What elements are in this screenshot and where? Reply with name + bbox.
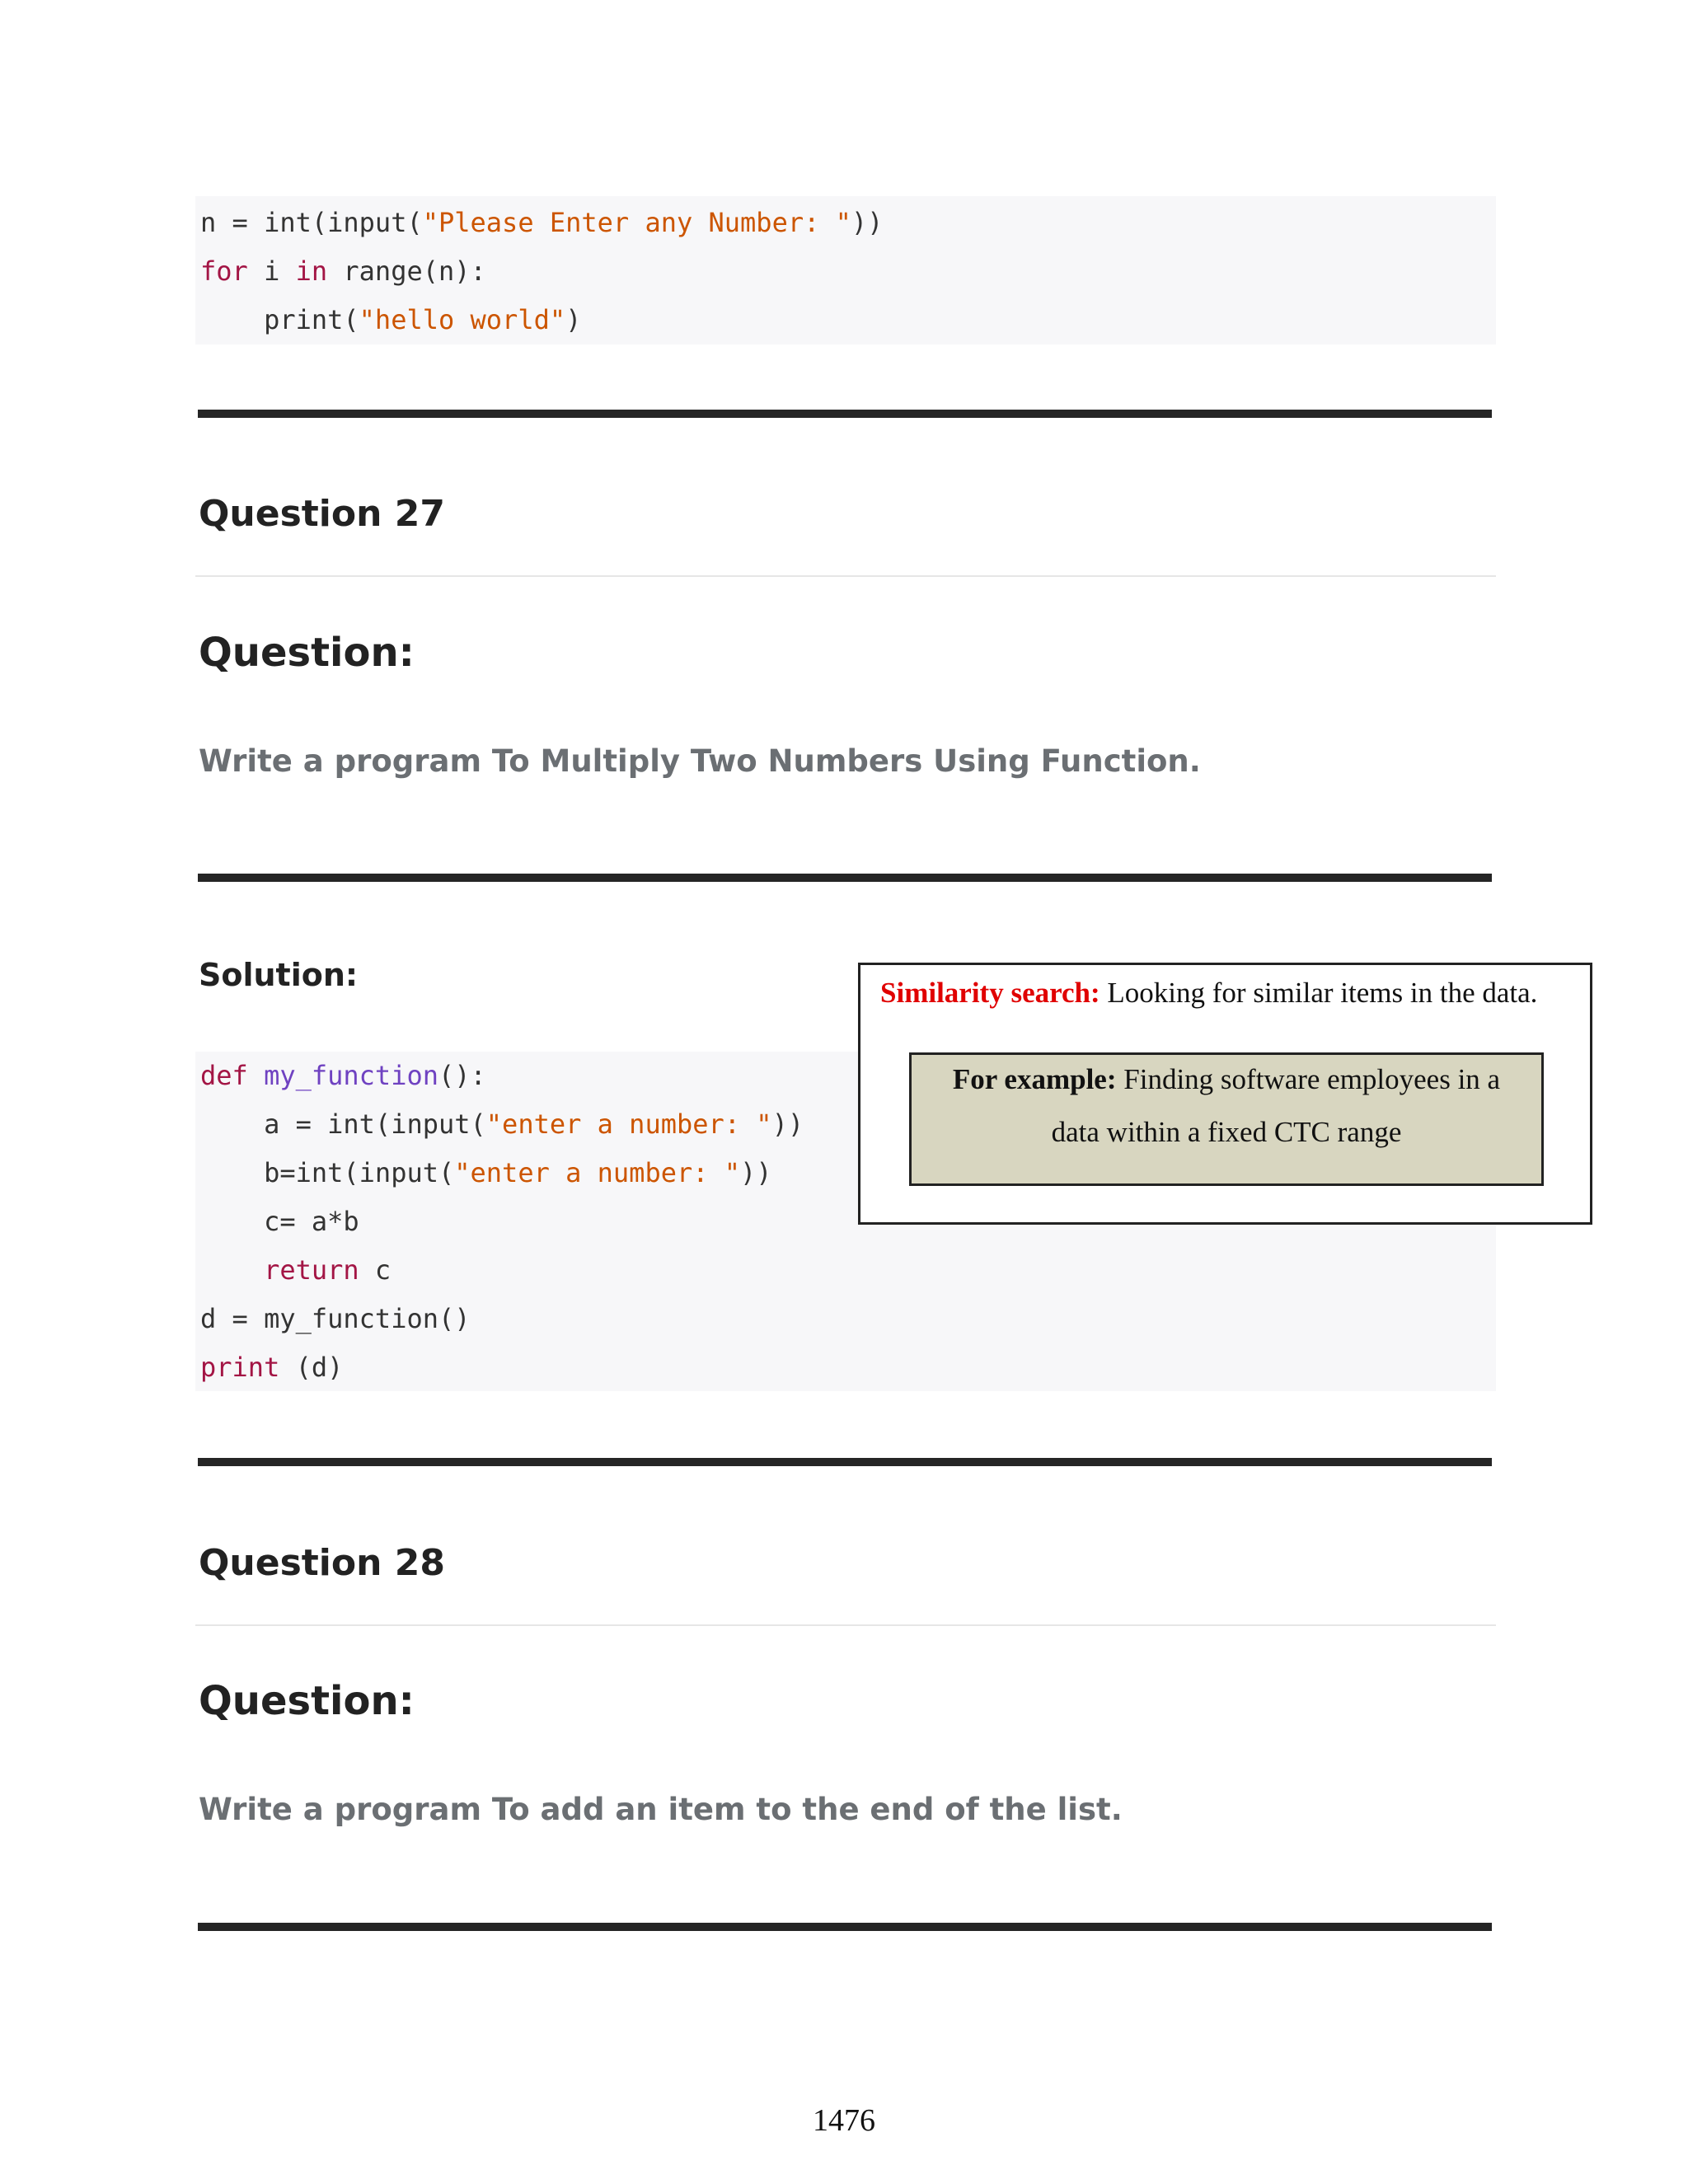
code-line (200, 296, 581, 344)
example-line (912, 1063, 1541, 1096)
code-text: c= a*b (200, 1206, 359, 1237)
section-divider (198, 1923, 1492, 1931)
question-27-text: Write a program To Multiply Two Numbers Using Function. (199, 743, 1201, 779)
example-box (909, 1052, 1544, 1186)
code-line (200, 1197, 359, 1246)
page-number: 1476 (813, 2103, 875, 2138)
code-block-1 (195, 196, 1496, 344)
code-text: print( (200, 304, 359, 335)
code-text: (): (438, 1060, 486, 1091)
callout-definition-text: Looking for similar items in the data. (1100, 977, 1538, 1009)
code-line (200, 1295, 471, 1343)
question-28-heading: Question 28 (199, 1542, 445, 1584)
code-keyword: for (200, 255, 248, 287)
code-text (200, 1254, 264, 1286)
callout-term: Similarity search: (880, 977, 1100, 1009)
heading-underline (195, 575, 1496, 577)
definition-callout (858, 963, 1592, 1225)
code-text: )) (851, 207, 884, 238)
code-string: "enter a number: " (454, 1157, 741, 1188)
code-text: c (359, 1254, 392, 1286)
code-line (200, 1246, 391, 1295)
code-text: n = int(input( (200, 207, 423, 238)
question-28-text: Write a program To add an item to the end of the list. (199, 1792, 1123, 1827)
section-divider (198, 1458, 1492, 1466)
example-label: For example: (952, 1063, 1117, 1095)
code-keyword: return (264, 1254, 359, 1286)
code-text: d = my_function() (200, 1303, 471, 1334)
example-text: Finding software employees in a (1116, 1063, 1501, 1095)
code-text: range(n): (327, 255, 486, 287)
solution-label: Solution: (199, 957, 359, 993)
code-text: ) (565, 304, 582, 335)
example-line: data within a fixed CTC range (1051, 1116, 1402, 1148)
question-label: Question: (199, 630, 415, 676)
question-label: Question: (199, 1678, 415, 1724)
code-line (200, 1149, 772, 1197)
question-27-heading: Question 27 (199, 493, 445, 535)
code-text: b=int(input( (200, 1157, 455, 1188)
code-line (200, 199, 883, 247)
code-line (200, 247, 486, 296)
section-divider (198, 410, 1492, 418)
code-string: "Please Enter any Number: " (422, 207, 851, 238)
code-text: )) (771, 1108, 804, 1140)
code-string: "enter a number: " (485, 1108, 772, 1140)
section-divider (198, 874, 1492, 882)
code-text: i (247, 255, 296, 287)
code-line (200, 1343, 343, 1392)
code-keyword: print (200, 1352, 280, 1383)
code-text: )) (740, 1157, 772, 1188)
code-line (200, 1052, 486, 1100)
code-function-name: my_function (264, 1060, 438, 1091)
heading-underline (195, 1624, 1496, 1626)
code-text: a = int(input( (200, 1108, 486, 1140)
code-keyword: in (295, 255, 328, 287)
code-line (200, 1100, 804, 1149)
code-text (248, 1060, 264, 1091)
callout-definition (880, 977, 1537, 1010)
code-text: (d) (279, 1352, 344, 1383)
code-keyword: def (200, 1060, 248, 1091)
code-string: "hello world" (359, 304, 566, 335)
